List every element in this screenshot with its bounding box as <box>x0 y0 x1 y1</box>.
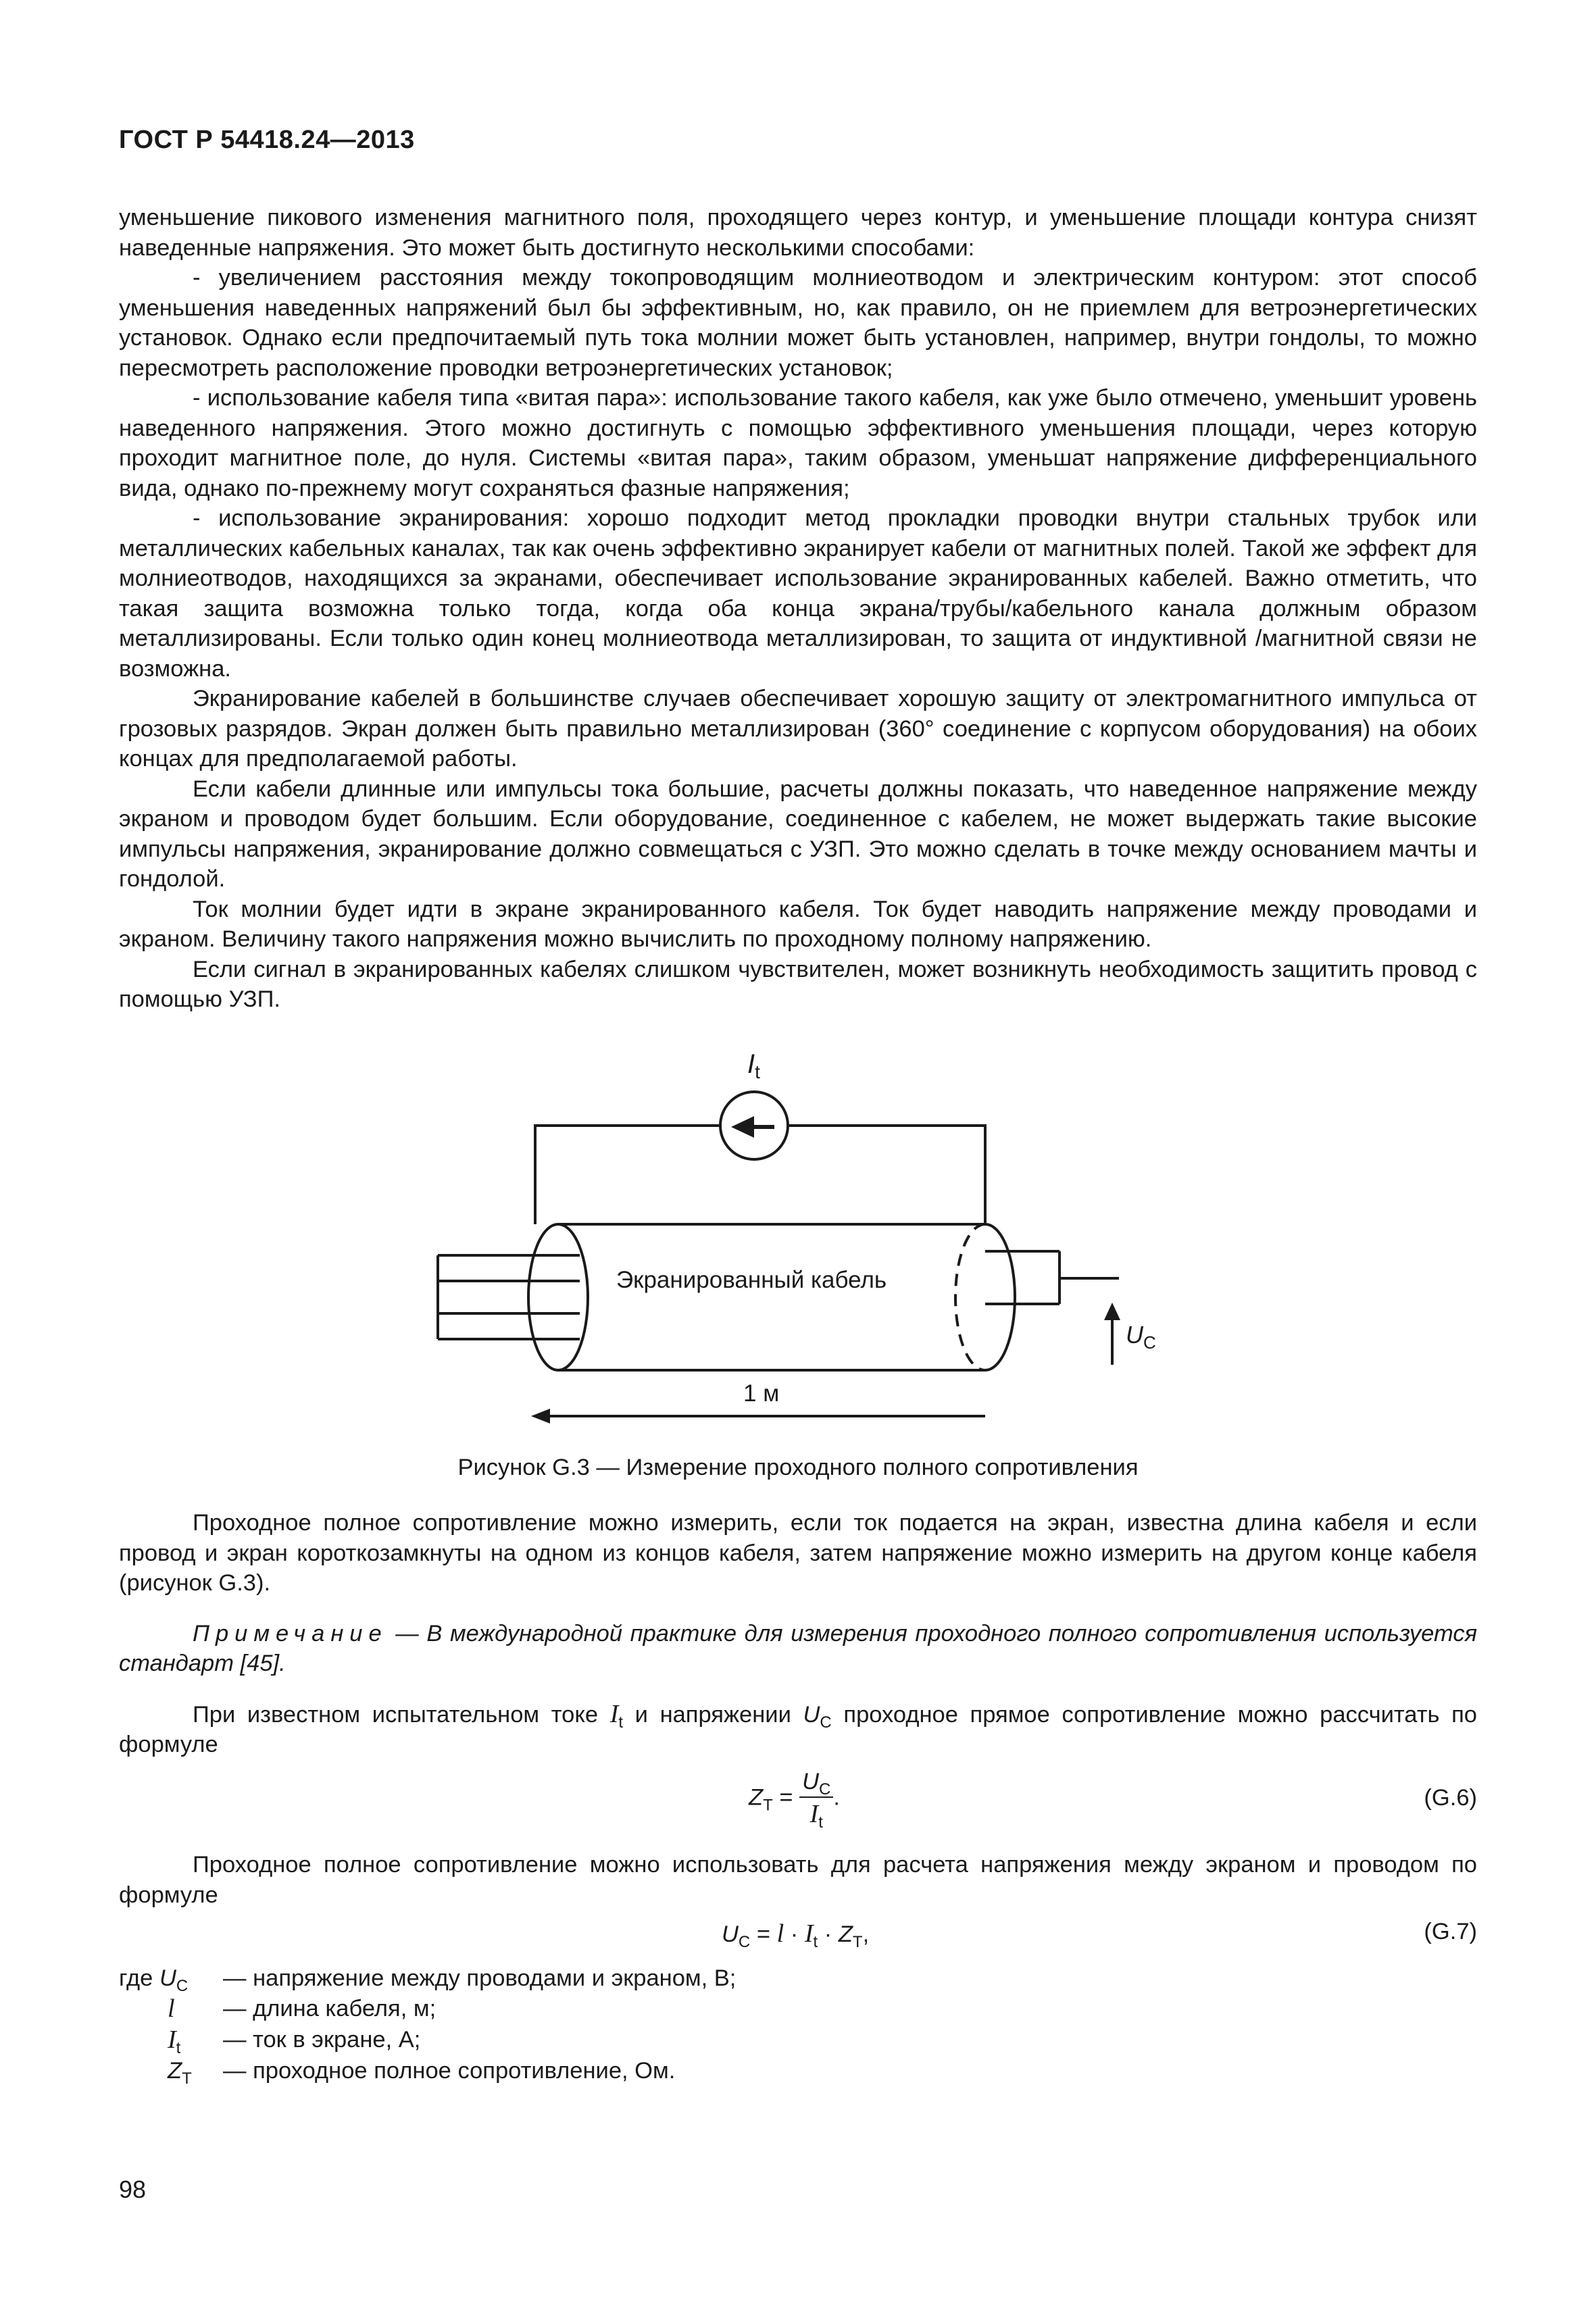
paragraph: При известном испытательном токе $I_t$ и напряжении $U_C$ проходное прямое сопротивление можно рассчитать по формуле <box>119 1699 1477 1757</box>
body-text <box>119 203 1477 1015</box>
cable-label: Экранированный кабель <box>616 1267 887 1293</box>
voltage-label: $U_C$ <box>1126 1321 1156 1353</box>
cable-end-right <box>985 1224 1015 1370</box>
figure-caption: Рисунок G.3 — Измерение проходного полного сопротивления <box>457 1455 1139 1480</box>
paragraph: Ток молнии будет идти в экране экранированного кабеля. Ток будет наводить напряжение между проводами и экраном. Величину такого напряжения можно вычислить по проходному полному напряжению. <box>119 896 1477 952</box>
list-item: - увеличением расстояния между токопроводящим молниеотводом и электрическим контуром: этот способ уменьшения наведенных напряжений был бы эффективным, но, как правило, он не приемлем для ветроэнергетических установок. Однако если предпочитаемый путь тока молнии может быть установлен, например, внутри гондолы, то можно пересмотреть расположение проводки ветроэнергетических установок; <box>119 265 1477 381</box>
equation-number: (G.6) <box>1424 1785 1477 1811</box>
page-number: 98 <box>119 2175 147 2203</box>
note-label: Примечание <box>193 1620 388 1646</box>
legend-item: $Z_T$ — проходное полное сопротивление, Ом. <box>168 2058 676 2088</box>
length-label: 1 м <box>743 1380 780 1407</box>
equation-number: (G.7) <box>1424 1919 1477 1944</box>
formula-g6: $Z_T$ = $\frac{U_C}{I_t}$ . <box>749 1769 840 1832</box>
legend-item: $I_t$ — ток в экране, А; <box>168 2026 421 2057</box>
paragraph: Проходное полное сопротивление можно использовать для расчета напряжения между экраном и проводом по формуле <box>119 1852 1477 1908</box>
current-label: $I_t$ <box>747 1049 760 1082</box>
cable-diagram <box>405 1040 1216 1446</box>
cable-end-left <box>528 1224 588 1370</box>
legend-item: где $U_C$ — напряжение между проводами и экраном, В; <box>119 1965 737 1995</box>
document-header: ГОСТ Р 54418.24—2013 <box>119 126 415 154</box>
list-item: - использование кабеля типа «витая пара»: использование такого кабеля, как уже было отмечено, уменьшит уровень наведенного напряжения. Этого можно достигнуть с помощью эффективного уменьшения площади, через которую проходит магнитное поле, до нуля. Системы «витая пара», таким образом, уменьшат напряжение дифференциального вида, однако по-прежнему могут сохраняться фазные напряжения; <box>119 385 1477 501</box>
legend-item: l — длина кабеля, м; <box>168 1994 437 2023</box>
symbol-legend <box>119 1963 736 2086</box>
measurement-loop <box>535 1126 722 1224</box>
note <box>119 1619 1477 1679</box>
paragraph: Если сигнал в экранированных кабелях слишком чувствителен, может возникнуть необходимость защитить провод с помощью УЗП. <box>119 956 1477 1012</box>
paragraph: уменьшение пикового изменения магнитного поля, проходящего через контур, и уменьшение площади контура снизят наведенные напряжения. Это может быть достигнуто несколькими способами: <box>119 205 1477 261</box>
note-text: — В международной практике для измерения проходного полного сопротивления используется стандарт [45]. <box>119 1620 1477 1676</box>
paragraph: Экранирование кабелей в большинстве случаев обеспечивает хорошую защиту от электромагнитного импульса от грозовых разрядов. Экран должен быть правильно металлизирован (360° соединение с корпусом оборудования) на обоих концах для предполагаемой работы. <box>119 686 1477 772</box>
list-item: - использование экранирования: хорошо подходит метод прокладки проводки внутри стальных трубок или металлических кабельных каналах, так как очень эффективно экранирует кабели от магнитных полей. Такой же эффект для молниеотводов, находящихся за экранами, обеспечивает использование экранированных кабелей. Важно отметить, что такая защита возможна только тогда, когда оба конца экрана/трубы/кабельного канала должным образом металлизированы. Если только один конец молниеотвода металлизирован, то защита от индуктивной /магнитной связи не возможна. <box>119 505 1477 682</box>
formula-g7: $U_C = l \cdot I_t \cdot Z_T$, <box>722 1919 870 1951</box>
paragraph: Если кабели длинные или импульсы тока большие, расчеты должны показать, что наведенное напряжение между экраном и проводом будет большим. Если оборудование, соединенное с кабелем, не может выдержать такие высокие импульсы напряжения, экранирование должно совмещаться с УЗП. Это можно сделать в точке между основанием мачты и гондолой. <box>119 776 1477 892</box>
paragraph: Проходное полное сопротивление можно измерить, если ток подается на экран, известна длина кабеля и если провод и экран короткозамкнуты на одном из концов кабеля, затем напряжение можно измерить на другом конце кабеля (рисунок G.3). <box>119 1510 1477 1596</box>
